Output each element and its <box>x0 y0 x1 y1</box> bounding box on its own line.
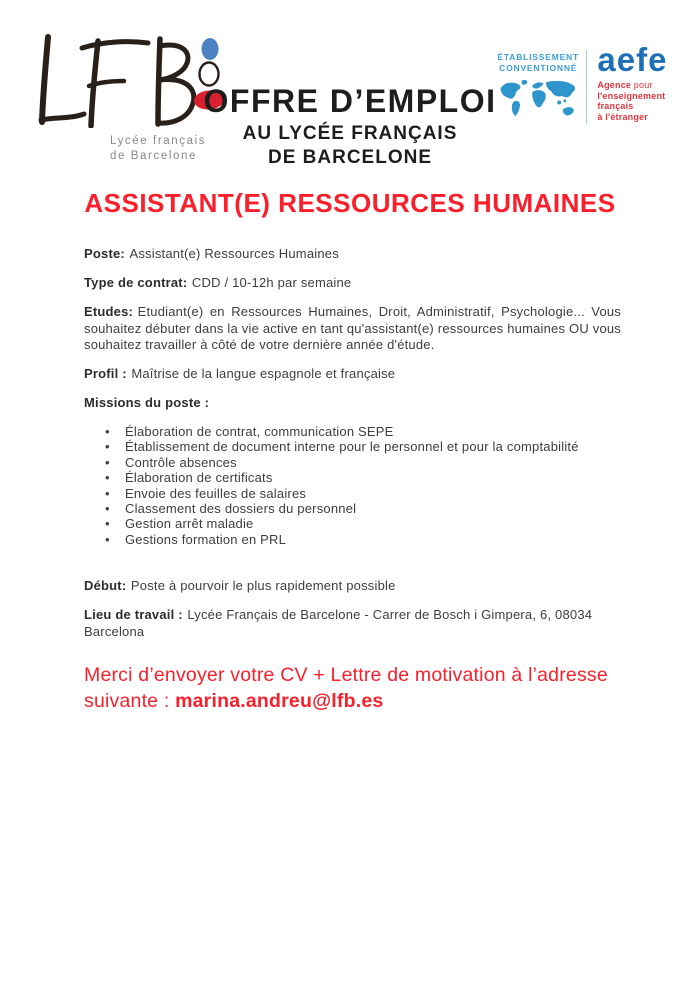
aefe-tagline <box>597 80 700 122</box>
badge-divider <box>586 50 587 124</box>
aefe-tagline-line3: à l'étranger <box>597 111 648 122</box>
mission-item: • Contrôle absences <box>84 455 621 470</box>
mission-item: • Envoie des feuilles de salaires <box>84 486 621 501</box>
mission-item: • Classement des dossiers du personnel <box>84 501 621 516</box>
mission-item: • Gestions formation en PRL <box>84 532 621 547</box>
missions-list <box>84 424 621 547</box>
world-map-icon <box>497 78 579 122</box>
aefe-tagline-line1 <box>597 80 700 91</box>
field-contrat-label: Type de contrat: <box>84 275 188 290</box>
mission-item: • Élaboration de contrat, communication SEPE <box>84 424 621 439</box>
field-etudes-value: Etudiant(e) en Ressources Humaines, Droit, Administratif, Psychologie... Vous souhaitez débuter dans la vie active en tant qu'assistant(e) ressources humaines OU vous souhaitez travailler à côté de votre dernière année d'étude. <box>84 304 621 352</box>
field-contrat-value: CDD / 10-12h par semaine <box>191 275 352 290</box>
logo-subtitle-line1: Lycée français <box>110 135 207 147</box>
field-debut <box>84 578 621 595</box>
field-profil-label: Profil : <box>84 366 127 381</box>
aefe-badge-left <box>494 48 582 124</box>
mission-item: • Élaboration de certificats <box>84 470 621 485</box>
field-etudes-label: Etudes: <box>84 304 134 319</box>
aefe-tagline-line2: l'enseignement français <box>597 90 666 111</box>
job-title: ASSISTANT(E) RESSOURCES HUMAINES <box>84 188 616 218</box>
document-body <box>84 246 621 714</box>
field-profil <box>84 366 621 383</box>
cta-text <box>84 662 624 714</box>
cta-email: marina.andreu@lfb.es <box>175 690 384 713</box>
aefe-wordmark: aefe <box>597 41 668 78</box>
field-poste-value: Assistant(e) Ressources Humaines <box>129 246 339 261</box>
field-profil-value: Maîtrise de la langue espagnole et française <box>131 366 396 381</box>
cta-message: Merci d’envoyer votre CV + Lettre de motivation à l’adresse suivante : <box>84 664 608 713</box>
field-poste <box>84 246 621 263</box>
mission-item: • Établissement de document interne pour le personnel et pour la comptabilité <box>84 439 621 454</box>
badge-label-line2: CONVENTIONNÉ <box>499 63 578 73</box>
oval-blue <box>202 38 219 60</box>
page-subtitle-line2: DE BARCELONE <box>267 147 432 168</box>
field-lieu-label: Lieu de travail : <box>84 607 183 623</box>
aefe-tagline-light: pour <box>631 80 653 90</box>
field-etudes <box>84 304 621 354</box>
aefe-badge <box>494 41 700 124</box>
field-lieu <box>84 607 621 640</box>
field-contrat <box>84 275 621 292</box>
field-lieu-value: Lycée Français de Barcelone - Carrer de Bosch i Gimpera, 6, 08034 Barcelona <box>84 607 593 639</box>
page-title: OFFRE D’EMPLOI <box>203 83 497 119</box>
field-poste-label: Poste: <box>84 246 125 261</box>
aefe-badge-right <box>593 41 700 124</box>
logo-subtitle-line2: de Barcelone <box>110 150 197 162</box>
page-subtitle-line1: AU LYCÉE FRANÇAIS <box>242 123 458 144</box>
field-debut-label: Début: <box>84 578 127 594</box>
badge-label <box>494 52 582 74</box>
aefe-tagline-bold: Agence <box>597 80 632 90</box>
badge-label-line1: ÉTABLISSEMENT <box>497 52 579 62</box>
missions-heading: Missions du poste : <box>84 395 210 410</box>
mission-item: • Gestion arrêt maladie <box>84 516 621 531</box>
field-debut-value: Poste à pourvoir le plus rapidement possible <box>130 578 396 594</box>
